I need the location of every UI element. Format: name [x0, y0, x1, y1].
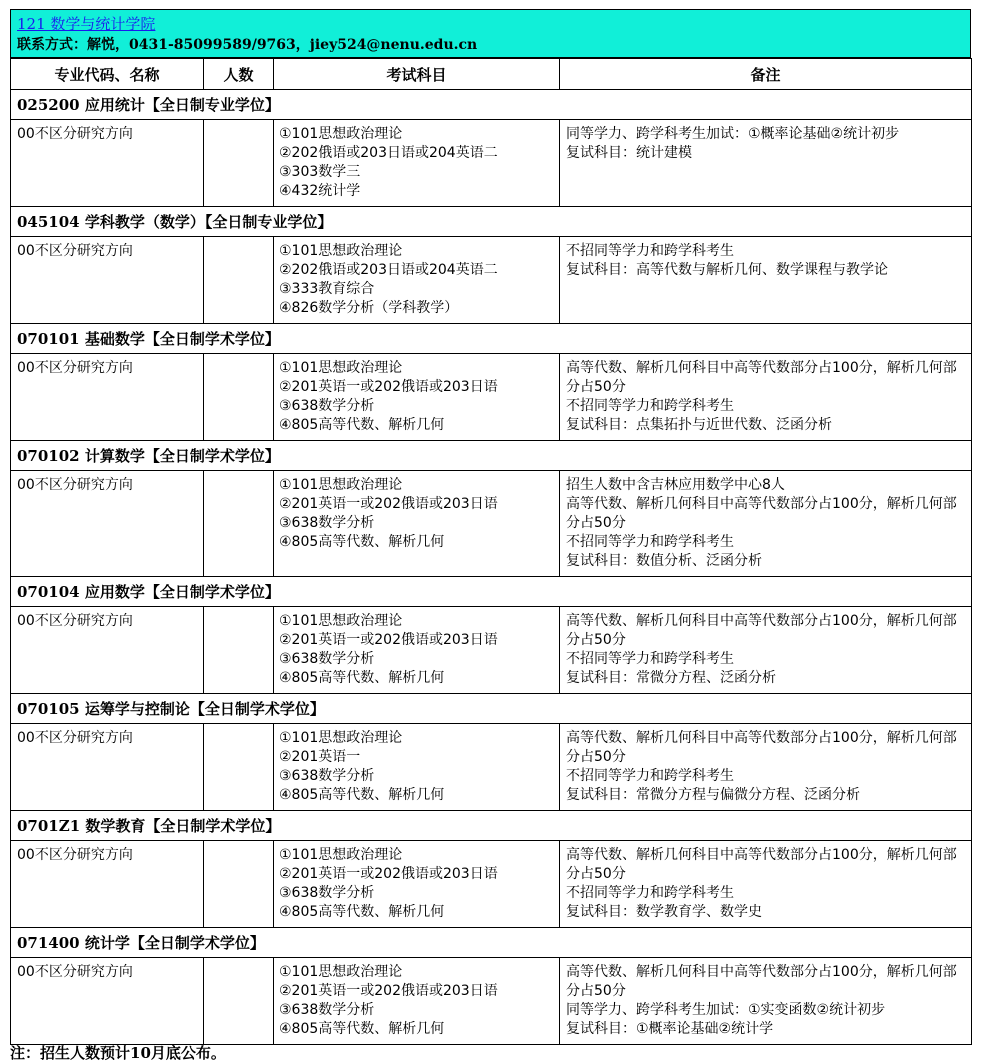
enrollment-count	[204, 724, 274, 811]
note-line: 复试科目：点集拓扑与近世代数、泛函分析	[566, 417, 832, 433]
note-line: 复试科目：数学教育学、数学史	[566, 904, 762, 920]
exam-subjects	[274, 120, 560, 207]
exam-subject-item: ①101思想政治理论	[279, 964, 403, 980]
exam-subject-item: ④805高等代数、解析几何	[279, 670, 445, 686]
exam-subject-item: ④805高等代数、解析几何	[279, 534, 445, 550]
program-title-row	[11, 928, 972, 958]
program-notes	[560, 724, 972, 811]
exam-subject-item: ④432统计学	[279, 183, 361, 199]
program-notes	[560, 237, 972, 324]
exam-subjects	[274, 958, 560, 1045]
note-line: 不招同等学力和跨学科考生	[566, 243, 734, 259]
program-notes	[560, 958, 972, 1045]
note-line: 复试科目：统计建模	[566, 145, 692, 161]
exam-subject-item: ①101思想政治理论	[279, 730, 403, 746]
exam-subject-item: ①101思想政治理论	[279, 360, 403, 376]
research-direction: 00不区分研究方向	[11, 120, 204, 207]
program-notes	[560, 354, 972, 441]
note-line: 不招同等学力和跨学科考生	[566, 768, 734, 784]
exam-subject-item: ③638数学分析	[279, 515, 375, 531]
program-title-row	[11, 90, 972, 120]
research-direction: 00不区分研究方向	[11, 724, 204, 811]
note-line: 同等学力、跨学科考生加试：①概率论基础②统计初步	[566, 126, 900, 142]
program-title: 070104 应用数学【全日制学术学位】	[11, 577, 972, 607]
exam-subject-item: ②201英语一或202俄语或203日语	[279, 496, 498, 512]
exam-subject-item: ④805高等代数、解析几何	[279, 904, 445, 920]
exam-subject-item: ①101思想政治理论	[279, 477, 403, 493]
program-detail-row	[11, 354, 972, 441]
exam-subject-item: ③638数学分析	[279, 768, 375, 784]
research-direction: 00不区分研究方向	[11, 237, 204, 324]
exam-subjects	[274, 724, 560, 811]
exam-subject-item: ③638数学分析	[279, 1002, 375, 1018]
column-header-subjects: 考试科目	[274, 59, 560, 90]
program-notes	[560, 841, 972, 928]
program-title-row	[11, 324, 972, 354]
program-title-row	[11, 694, 972, 724]
exam-subject-item: ①101思想政治理论	[279, 243, 403, 259]
note-line: 不招同等学力和跨学科考生	[566, 651, 734, 667]
column-header-count: 人数	[204, 59, 274, 90]
note-line: 高等代数、解析几何科目中高等代数部分占100分，解析几何部分占50分	[566, 360, 957, 395]
contact-info: 联系方式：解悦，0431-85099589/9763，jiey524@nenu.edu.cn	[17, 37, 478, 53]
enrollment-count	[204, 841, 274, 928]
note-line: 高等代数、解析几何科目中高等代数部分占100分，解析几何部分占50分	[566, 964, 957, 999]
program-detail-row	[11, 841, 972, 928]
program-title: 025200 应用统计【全日制专业学位】	[11, 90, 972, 120]
exam-subject-item: ②201英语一或202俄语或203日语	[279, 632, 498, 648]
note-line: 同等学力、跨学科考生加试：①实变函数②统计初步	[566, 1002, 886, 1018]
exam-subject-item: ②201英语一	[279, 749, 361, 765]
program-detail-row	[11, 958, 972, 1045]
note-line: 复试科目：高等代数与解析几何、数学课程与教学论	[566, 262, 888, 278]
enrollment-count	[204, 958, 274, 1045]
program-notes	[560, 120, 972, 207]
enrollment-count	[204, 237, 274, 324]
note-line: 复试科目：数值分析、泛函分析	[566, 553, 762, 569]
program-title-row	[11, 207, 972, 237]
exam-subject-item: ②202俄语或203日语或204英语二	[279, 262, 498, 278]
exam-subject-item: ③333教育综合	[279, 281, 375, 297]
exam-subject-item: ③638数学分析	[279, 885, 375, 901]
note-line: 不招同等学力和跨学科考生	[566, 534, 734, 550]
enrollment-count	[204, 120, 274, 207]
program-title-row	[11, 577, 972, 607]
exam-subject-item: ①101思想政治理论	[279, 613, 403, 629]
program-title: 070102 计算数学【全日制学术学位】	[11, 441, 972, 471]
program-title: 0701Z1 数学教育【全日制学术学位】	[11, 811, 972, 841]
exam-subject-item: ②201英语一或202俄语或203日语	[279, 379, 498, 395]
program-notes	[560, 607, 972, 694]
program-title: 045104 学科教学（数学）【全日制专业学位】	[11, 207, 972, 237]
note-line: 高等代数、解析几何科目中高等代数部分占100分，解析几何部分占50分	[566, 496, 957, 531]
school-title-link[interactable]: 121 数学与统计学院	[17, 15, 156, 33]
enrollment-count	[204, 354, 274, 441]
program-detail-row	[11, 120, 972, 207]
exam-subjects	[274, 237, 560, 324]
program-detail-row	[11, 607, 972, 694]
exam-subjects	[274, 841, 560, 928]
exam-subject-item: ②202俄语或203日语或204英语二	[279, 145, 498, 161]
note-line: 复试科目：常微分方程、泛函分析	[566, 670, 776, 686]
note-line: 不招同等学力和跨学科考生	[566, 398, 734, 414]
program-detail-row	[11, 724, 972, 811]
column-header-program: 专业代码、名称	[11, 59, 204, 90]
column-header-notes: 备注	[560, 59, 972, 90]
exam-subjects	[274, 471, 560, 577]
program-title: 070101 基础数学【全日制学术学位】	[11, 324, 972, 354]
program-table	[10, 58, 972, 1045]
admissions-document	[10, 9, 971, 1045]
note-line: 高等代数、解析几何科目中高等代数部分占100分，解析几何部分占50分	[566, 730, 957, 765]
research-direction: 00不区分研究方向	[11, 471, 204, 577]
research-direction: 00不区分研究方向	[11, 841, 204, 928]
research-direction: 00不区分研究方向	[11, 354, 204, 441]
school-banner	[10, 9, 971, 58]
table-header-row	[11, 59, 972, 90]
exam-subject-item: ②201英语一或202俄语或203日语	[279, 866, 498, 882]
exam-subjects	[274, 607, 560, 694]
exam-subject-item: ②201英语一或202俄语或203日语	[279, 983, 498, 999]
enrollment-count	[204, 471, 274, 577]
program-detail-row	[11, 471, 972, 577]
enrollment-count	[204, 607, 274, 694]
exam-subject-item: ④805高等代数、解析几何	[279, 417, 445, 433]
program-title: 071400 统计学【全日制学术学位】	[11, 928, 972, 958]
exam-subject-item: ④826数学分析（学科教学）	[279, 300, 459, 316]
exam-subject-item: ④805高等代数、解析几何	[279, 787, 445, 803]
exam-subject-item: ①101思想政治理论	[279, 847, 403, 863]
note-line: 招生人数中含吉林应用数学中心8人	[566, 477, 785, 493]
program-title-row	[11, 811, 972, 841]
program-notes	[560, 471, 972, 577]
exam-subject-item: ③303数学三	[279, 164, 361, 180]
note-line: 高等代数、解析几何科目中高等代数部分占100分，解析几何部分占50分	[566, 847, 957, 882]
footer-note: 注：招生人数预计10月底公布。	[10, 1044, 226, 1062]
exam-subjects	[274, 354, 560, 441]
exam-subject-item: ③638数学分析	[279, 651, 375, 667]
research-direction: 00不区分研究方向	[11, 607, 204, 694]
note-line: 高等代数、解析几何科目中高等代数部分占100分，解析几何部分占50分	[566, 613, 957, 648]
note-line: 复试科目：常微分方程与偏微分方程、泛函分析	[566, 787, 860, 803]
research-direction: 00不区分研究方向	[11, 958, 204, 1045]
program-detail-row	[11, 237, 972, 324]
exam-subject-item: ④805高等代数、解析几何	[279, 1021, 445, 1037]
exam-subject-item: ①101思想政治理论	[279, 126, 403, 142]
program-title-row	[11, 441, 972, 471]
note-line: 复试科目：①概率论基础②统计学	[566, 1021, 774, 1037]
program-title: 070105 运筹学与控制论【全日制学术学位】	[11, 694, 972, 724]
note-line: 不招同等学力和跨学科考生	[566, 885, 734, 901]
exam-subject-item: ③638数学分析	[279, 398, 375, 414]
